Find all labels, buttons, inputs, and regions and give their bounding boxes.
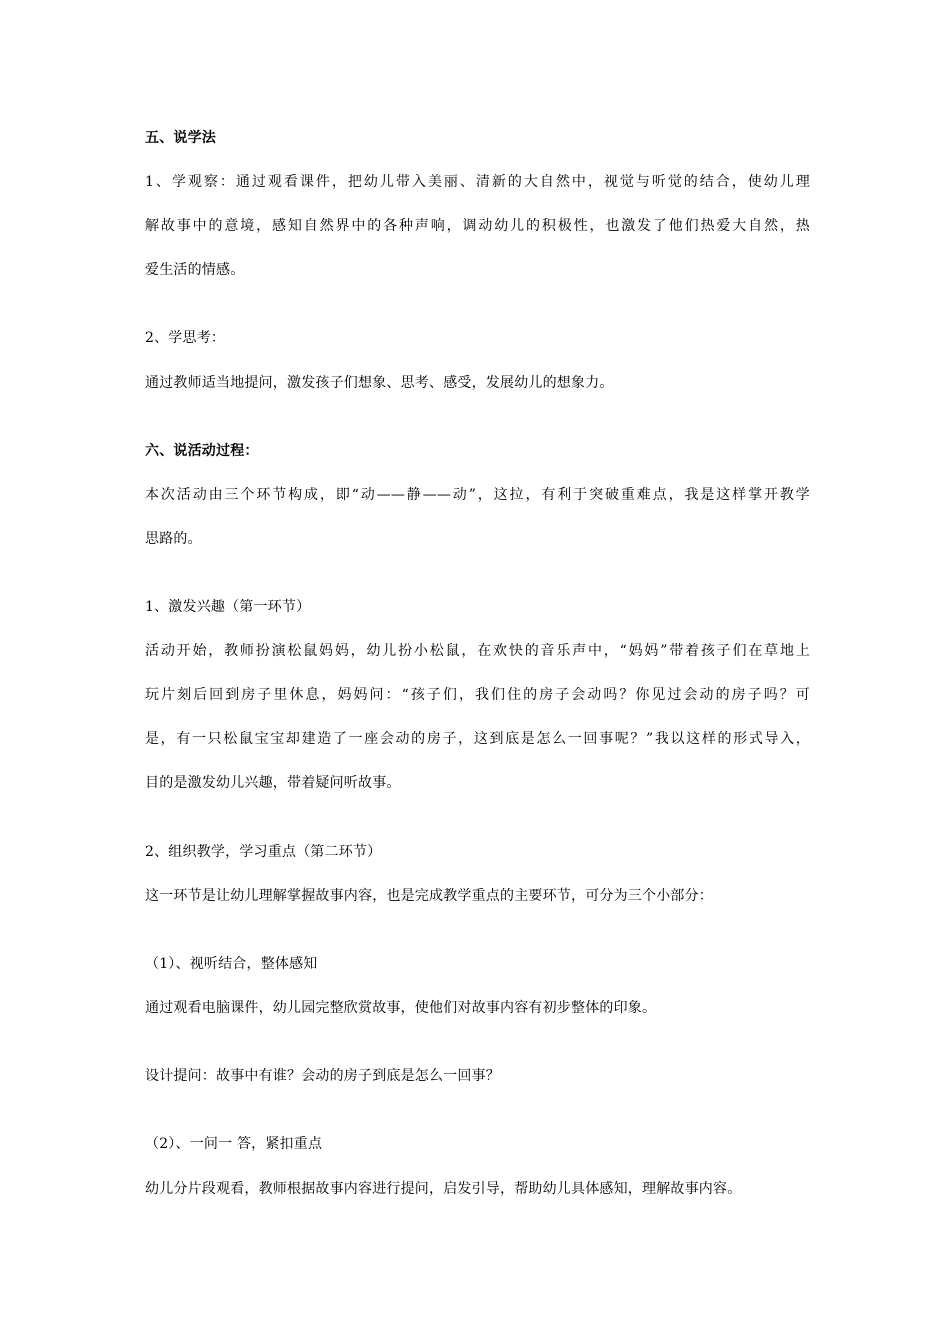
paragraph-line: 活动开始，教师扮演松鼠妈妈，幼儿扮小松鼠，在欢快的音乐声中，“妈妈”带着孩子们在草地上 xyxy=(145,643,810,659)
section-heading-5: 五、说学法 xyxy=(145,130,216,146)
step-title: 2、组织教学，学习重点（第二环节） xyxy=(145,844,382,860)
paragraph-line: 设计提问：故事中有谁？会动的房子到底是怎么一回事？ xyxy=(145,1068,500,1084)
paragraph-line: 是，有一只松鼠宝宝却建造了一座会动的房子，这到底是怎么一回事呢？”我以这样的形式导入， xyxy=(145,731,810,747)
paragraph-line: 通过观看电脑课件，幼儿园完整欣赏故事，使他们对故事内容有初步整体的印象。 xyxy=(145,1000,657,1016)
paragraph-line: 目的是激发幼儿兴趣，带着疑问听故事。 xyxy=(145,775,401,791)
paragraph-line: 通过教师适当地提问，激发孩子们想象、思考、感受，发展幼儿的想象力。 xyxy=(145,375,614,391)
paragraph-line: 幼儿分片段观看，教师根据故事内容进行提问，启发引导，帮助幼儿具体感知，理解故事内容。 xyxy=(145,1181,742,1197)
step-title: 1、激发兴趣（第一环节） xyxy=(145,599,311,615)
part-title: （1）、视听结合，整体感知 xyxy=(145,956,318,972)
section-heading-6: 六、说活动过程： xyxy=(145,443,259,459)
paragraph-line: 1、学观察：通过观看课件，把幼儿带入美丽、清新的大自然中，视觉与听觉的结合，使幼儿理 xyxy=(145,174,810,190)
paragraph-line: 本次活动由三个环节构成，即“动——静——动”，这拉，有利于突破重难点，我是这样掌开教学 xyxy=(145,487,810,503)
paragraph-line: 解故事中的意境，感知自然界中的各种声响，调动幼儿的积极性，也激发了他们热爱大自然，热 xyxy=(145,218,810,234)
paragraph-line: 爱生活的情感。 xyxy=(145,262,245,278)
paragraph-line: 玩片刻后回到房子里休息，妈妈问：“孩子们，我们住的房子会动吗？你见过会动的房子吗？可 xyxy=(145,687,810,703)
part-title: （2）、一问一 答，紧扣重点 xyxy=(145,1136,323,1152)
paragraph-line: 思路的。 xyxy=(145,531,202,547)
item-title: 2、学思考： xyxy=(145,330,226,346)
paragraph-line: 这一环节是让幼儿理解掌握故事内容，也是完成教学重点的主要环节，可分为三个小部分： xyxy=(145,888,713,904)
